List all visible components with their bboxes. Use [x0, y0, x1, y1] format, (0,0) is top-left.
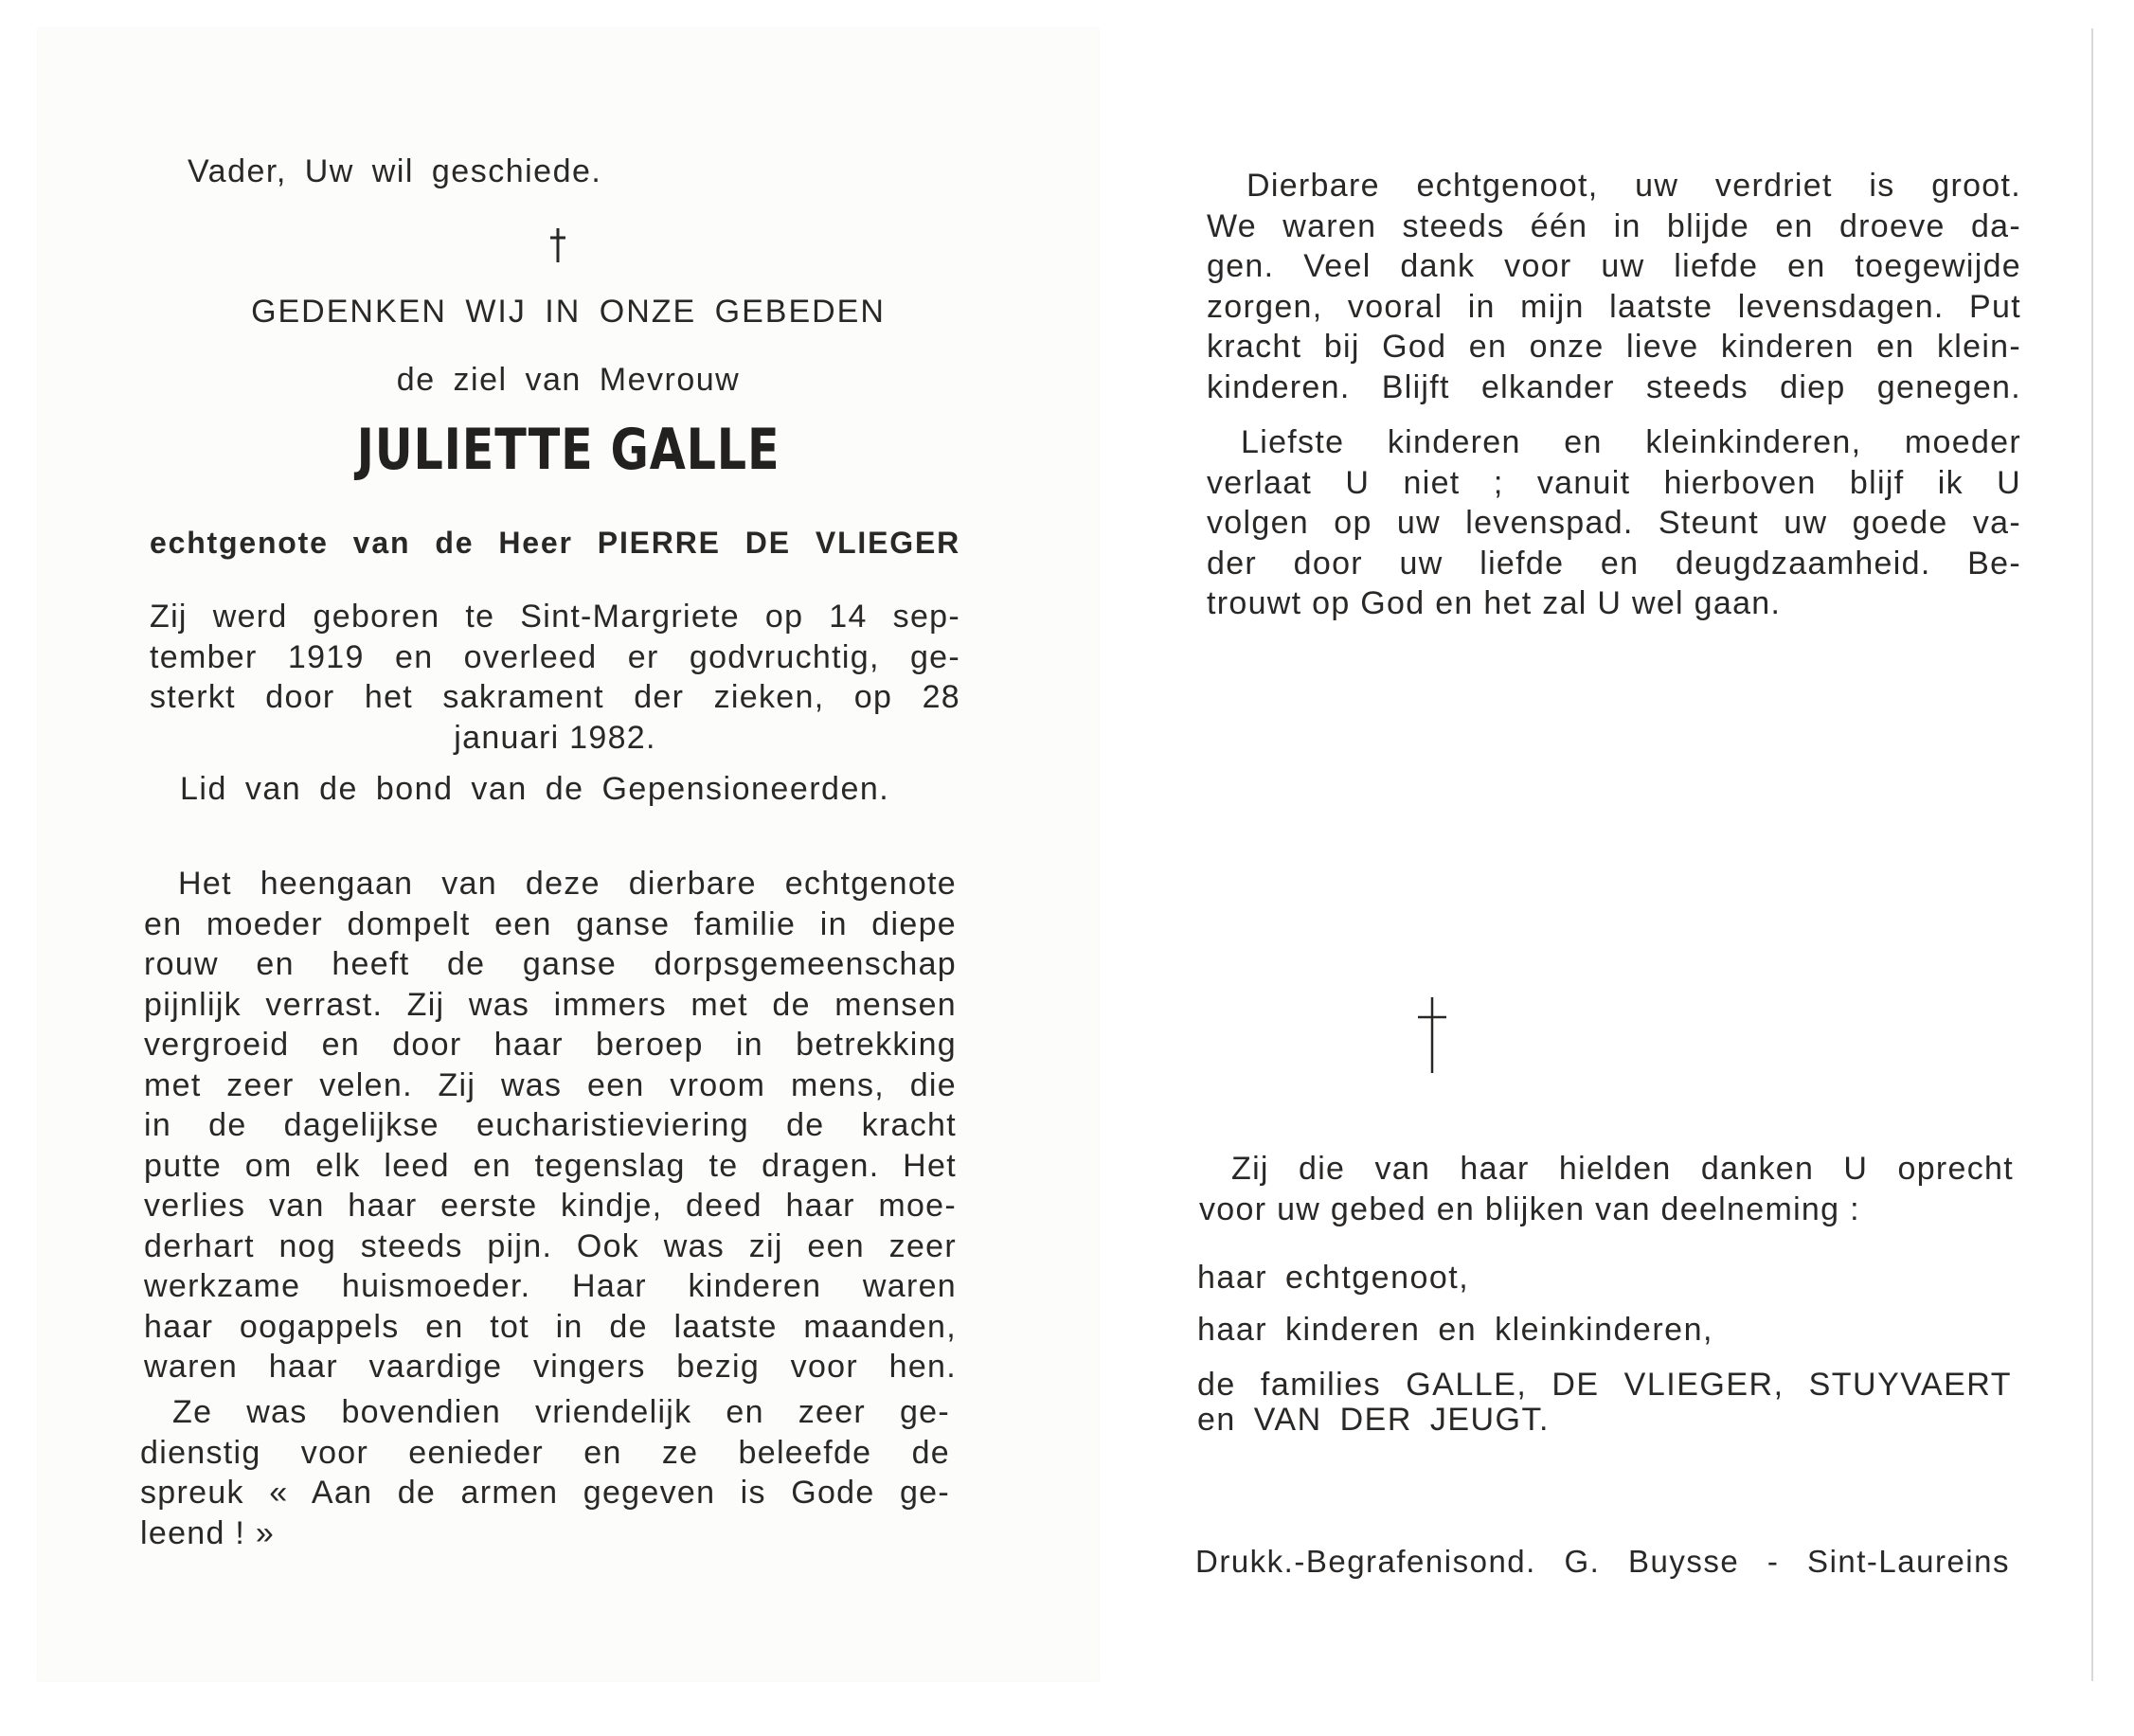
thanks-paragraph [1199, 1149, 2014, 1229]
printer-credit: Drukk.-Begrafenisond. G. Buysse - Sint-Laureins [1195, 1544, 2010, 1579]
tribute-line: werkzame huismoeder. Haar kinderen waren [144, 1268, 957, 1304]
opening-prayer: Vader, Uw wil geschiede. [188, 153, 602, 189]
tribute-line: in de dagelijkse eucharistieviering de kracht [144, 1107, 957, 1143]
mourner-line: de families GALLE, DE VLIEGER, STUYVAERT [1197, 1367, 2012, 1403]
birth-line: sterkt door het sakrament der zieken, op 28 [150, 679, 960, 715]
kindness-paragraph [140, 1392, 950, 1553]
children-line: trouwt op God en het zal U wel gaan. [1207, 585, 1782, 621]
prayer-heading: GEDENKEN WIJ IN ONZE GEBEDEN [251, 294, 886, 330]
husband-line: zorgen, vooral in mijn laatste levensdagen. Put [1207, 288, 2021, 325]
tribute-line: Het heengaan van deze dierbare echtgenote [178, 866, 957, 902]
tribute-line: en moeder dompelt een ganse familie in diepe [144, 905, 957, 942]
kindness-line: leend ! » [140, 1514, 276, 1551]
kindness-line: Ze was bovendien vriendelijk en zeer ge- [172, 1394, 950, 1430]
thanks-line: Zij die van haar hielden danken U oprecht [1231, 1151, 2014, 1187]
mourner-line: haar kinderen en kleinkinderen, [1197, 1312, 1713, 1348]
soul-line: de ziel van Mevrouw [396, 362, 741, 398]
card-edge [2091, 28, 2093, 1681]
husband-line: Dierbare echtgenoot, uw verdriet is groot. [1246, 168, 2021, 204]
children-line: Liefste kinderen en kleinkinderen, moeder [1241, 424, 2021, 460]
spouse-line: echtgenote van de Heer PIERRE DE VLIEGER [150, 526, 960, 560]
husband-line: gen. Veel dank voor uw liefde en toegewijde [1207, 248, 2021, 284]
husband-message-paragraph [1207, 166, 2021, 407]
mourner-line: en VAN DER JEUGT. [1197, 1402, 1550, 1438]
children-line: verlaat U niet ; vanuit hierboven blijf ik U [1207, 464, 2021, 501]
children-line: volgen op uw levenspad. Steunt uw goede va- [1207, 505, 2021, 541]
tribute-line: pijnlijk verrast. Zij was immers met de mensen [144, 986, 957, 1023]
thanks-line: voor uw gebed en blijken van deelneming : [1199, 1190, 1860, 1227]
tribute-paragraph [144, 864, 957, 1387]
tribute-line: putte om elk leed en tegenslag te dragen. Het [144, 1147, 957, 1184]
husband-line: We waren steeds één in blijde en droeve da- [1207, 207, 2021, 244]
children-message-paragraph [1207, 422, 2021, 624]
birth-death-paragraph [150, 597, 960, 758]
tribute-line: waren haar vaardige vingers bezig voor hen. [144, 1349, 957, 1385]
mourner-line: haar echtgenoot, [1197, 1260, 1470, 1296]
deceased-name: JULIETTE GALLE [356, 417, 780, 483]
husband-line: kinderen. Blijft elkander steeds diep genegen. [1207, 368, 2021, 405]
children-line: der door uw liefde en deugdzaamheid. Be- [1207, 545, 2021, 582]
tribute-line: met zeer velen. Zij was een vroom mens, die [144, 1066, 957, 1103]
birth-line: tember 1919 en overleed er godvruchtig, ge- [150, 638, 960, 675]
kindness-line: spreuk « Aan de armen gegeven is Gode ge- [140, 1475, 950, 1511]
birth-line: januari 1982. [454, 719, 656, 756]
tribute-line: verlies van haar eerste kindje, deed haar moe- [144, 1188, 957, 1224]
tribute-line: rouw en heeft de ganse dorpsgemeenschap [144, 946, 957, 982]
tribute-line: derhart nog steeds pijn. Ook was zij een zeer [144, 1227, 957, 1264]
husband-line: kracht bij God en onze lieve kinderen en klein- [1207, 329, 2021, 365]
small-cross-icon [547, 227, 568, 263]
birth-line: Zij werd geboren te Sint-Margriete op 14 sep- [150, 599, 960, 635]
large-cross-icon [1416, 996, 1448, 1074]
tribute-line: vergroeid en door haar beroep in betrekking [144, 1027, 957, 1063]
membership-line: Lid van de bond van de Gepensioneerden. [180, 771, 890, 807]
kindness-line: dienstig voor eenieder en ze beleefde de [140, 1434, 950, 1471]
tribute-line: haar oogappels en tot in de laatste maanden, [144, 1308, 957, 1345]
